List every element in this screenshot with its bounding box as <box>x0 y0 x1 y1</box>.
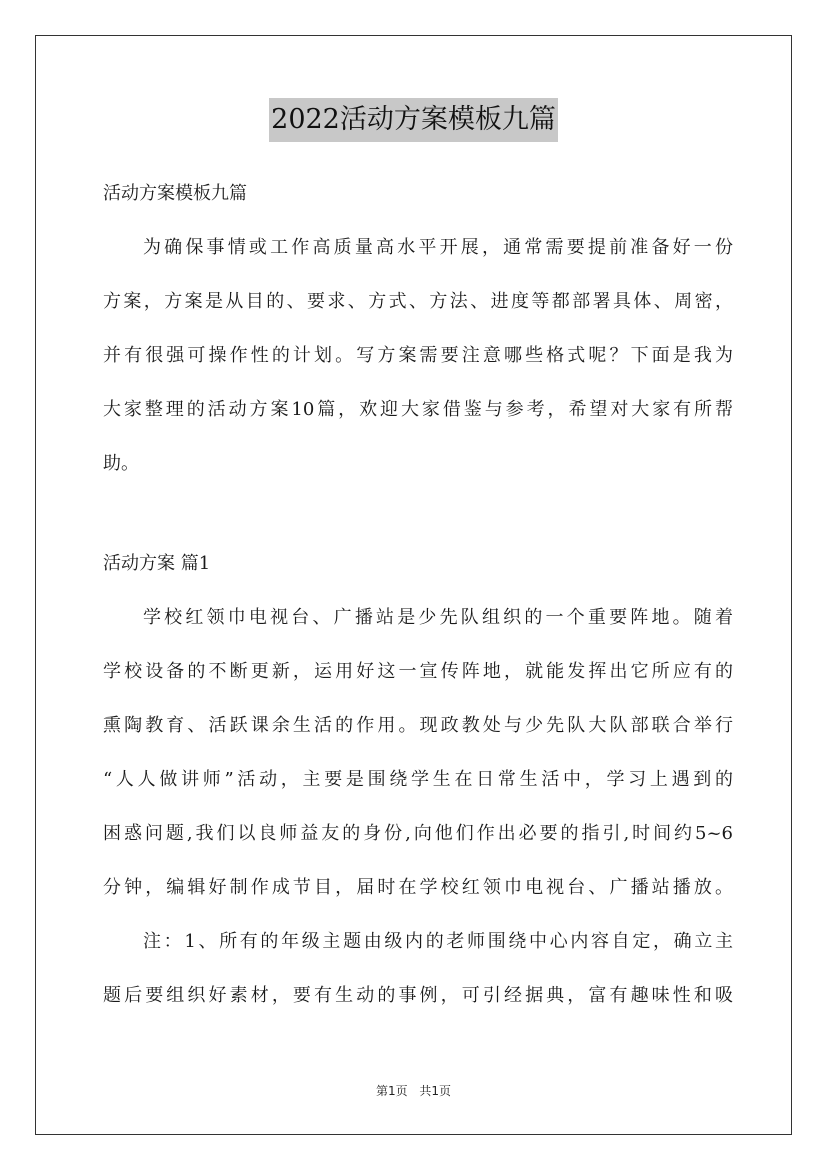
section-line-1: 学校红领巾电视台、广播站是少先队组织的一个重要阵地。随着 <box>143 607 733 628</box>
note-line-2: 题后要组织好素材，要有生动的事例，可引经据典，富有趣味性和吸 <box>103 985 733 1006</box>
section-line-3: 熏陶教育、活跃课余生活的作用。现政教处与少先队大队部联合举行 <box>103 715 733 736</box>
section-line-5: 困惑问题,我们以良师益友的身份,向他们作出必要的指引,时间约5~6 <box>103 823 733 844</box>
document-subtitle: 活动方案模板九篇 <box>103 183 247 204</box>
note-line-1: 注：1、所有的年级主题由级内的老师围绕中心内容自定，确立主 <box>143 931 733 952</box>
paragraph-gap <box>103 491 733 537</box>
intro-line-2: 方案，方案是从目的、要求、方式、方法、进度等都部署具体、周密， <box>103 291 733 312</box>
page-number: 第1页 <box>375 1084 408 1098</box>
document-title: 2022活动方案模板九篇 <box>269 98 558 142</box>
intro-line-4: 大家整理的活动方案10篇，欢迎大家借鉴与参考，希望对大家有所帮 <box>103 399 733 420</box>
intro-line-1: 为确保事情或工作高质量高水平开展，通常需要提前准备好一份 <box>143 237 733 258</box>
page-footer <box>0 1082 827 1099</box>
section-line-6: 分钟，编辑好制作成节目，届时在学校红领巾电视台、广播站播放。 <box>103 877 733 898</box>
title-wrapper <box>0 98 827 142</box>
section-line-2: 学校设备的不断更新，运用好这一宣传阵地，就能发挥出它所应有的 <box>103 661 733 682</box>
intro-line-3: 并有很强可操作性的计划。写方案需要注意哪些格式呢？下面是我为 <box>103 345 733 366</box>
page-total: 共1页 <box>419 1084 452 1098</box>
section-heading: 活动方案 篇1 <box>103 553 211 574</box>
section-line-4: “人人做讲师”活动，主要是围绕学生在日常生活中，学习上遇到的 <box>103 769 733 790</box>
intro-line-5: 助。 <box>103 453 139 474</box>
document-body <box>103 167 733 1023</box>
